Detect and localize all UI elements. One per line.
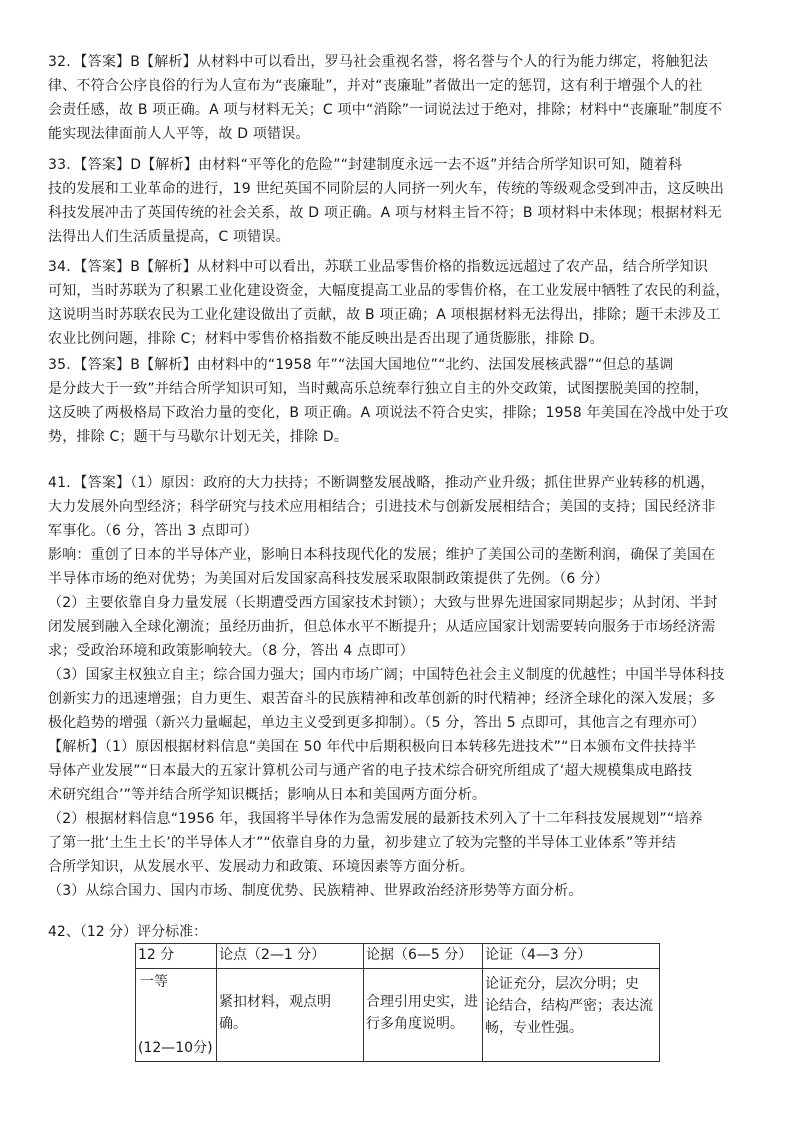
answer-33-line: 科技发展冲击了英国传统的社会关系，故 D 项正确。A 项与材料主旨不符；B 项材料中未体现；根据材料无 — [48, 205, 722, 221]
answer-34-line: 可知，当时苏联为了积累工业化建设资金，大幅度提高工业品的零售价格，在工业发展中牺牲了农民的利益， — [48, 283, 730, 299]
answer-41-line: （2）主要依靠自身力量发展（长期遭受西方国家技术封锁）；大致与世界先进国家同期起步；从封闭、半封 — [48, 595, 718, 611]
grading-table-row-first — [136, 969, 660, 1062]
answer-41-line: 大力发展外向型经济；科学研究与技术应用相结合；引进技术与创新发展相结合；美国的支持；国民经济非 — [48, 499, 716, 515]
answer-41-line: 影响：重创了日本的半导体产业，影响日本科技现代化的发展；维护了美国公司的垄断利润，确保了美国在 — [48, 547, 716, 563]
answer-33-line: 技的发展和工业革命的进行，19 世纪英国不同阶层的人同挤一列火车，传统的等级观念受到冲击，这反映出 — [48, 181, 725, 197]
answer-41-line: 极化趋势的增强（新兴力量崛起，单边主义受到更多抑制）。（5 分，答出 5 点即可，其他言之有理亦可） — [48, 715, 706, 731]
answer-41-line: 半导体市场的绝对优势；为美国对后发国家高科技发展采取限制政策提供了先例。（6 分） — [48, 571, 609, 587]
point-cell — [217, 969, 364, 1062]
rank-label: 一等 — [140, 974, 168, 990]
header-total: 12 分 — [136, 944, 217, 969]
answer-41-line: 了第一批‘土生土长’的半导体人才”“依靠自身的力量，初步建立了较为完整的半导体工业体系”等并结 — [48, 835, 677, 851]
answer-41-line: 【解析】（1）原因根据材料信息“美国在 50 年代中后期积极向日本转移先进技术”“日本颁布文件扶持半 — [48, 739, 697, 755]
header-evidence: 论据（6—5 分） — [364, 944, 483, 969]
answer-33 — [48, 153, 760, 249]
answer-41-line: 闭发展到融入全球化潮流；虽经历曲折，但总体水平不断提升；从适应国家计划需要转向服务于市场经济需 — [48, 619, 716, 635]
answer-32-line: 会责任感，故 B 项正确。A 项与材料无关；C 项中“消除”一词说法过于绝对，排除；材料中“丧廉耻”制度不 — [48, 102, 723, 118]
answer-33-line: 法得出人们生活质量提高，C 项错误。 — [48, 229, 290, 245]
answer-41 — [48, 471, 760, 903]
rank-cell — [136, 969, 217, 1062]
answer-41-line: （3）国家主权独立自主；综合国力强大；国内市场广阔；中国特色社会主义制度的优越性；中国半导体科技 — [48, 667, 725, 683]
rank-range: (12—10分) — [138, 1040, 213, 1056]
argument-text — [485, 969, 657, 1039]
answer-32 — [48, 50, 760, 146]
argument-cell — [483, 969, 660, 1062]
answer-32-line: 律、不符合公序良俗的行为人宣布为“丧廉耻”，并对“丧廉耻”者做出一定的惩罚，这有利于增强个人的社 — [48, 78, 703, 94]
answer-35-line: 35．【答案】B【解析】由材料中的“1958 年”“法国大国地位”“北约、法国发展核武器”“但总的基调 — [48, 357, 674, 373]
header-point: 论点（2—1 分） — [217, 944, 364, 969]
header-argument: 论证（4—3 分） — [483, 944, 660, 969]
answer-35-line: 势，排除 C；题干与马歇尔计划无关，排除 D。 — [48, 429, 349, 445]
point-line: 确。 — [219, 1016, 247, 1032]
evidence-text — [366, 969, 480, 1035]
point-text — [219, 969, 361, 1035]
answer-34-line: 这说明当时苏联农民为工业化建设做出了贡献，故 B 项正确；A 项根据材料无法得出，排除；题干未涉及工 — [48, 307, 721, 323]
argument-line: 论证充分，层次分明；史 — [485, 976, 639, 992]
answer-34 — [48, 255, 760, 351]
answer-32-line: 32．【答案】B【解析】从材料中可以看出，罗马社会重视名誉，将名誉与个人的行为能力绑定，将触犯法 — [48, 54, 709, 70]
evidence-line: 合理引用史实，进 — [366, 994, 478, 1010]
answer-41-line: 军事化。（6 分，答出 3 点即可） — [48, 523, 258, 539]
point-line: 紧扣材料，观点明 — [219, 994, 331, 1010]
answer-35-line: 这反映了两极格局下政治力量的变化，B 项正确。A 项说法不符合史实，排除；1958 年美国在冷战中处于攻 — [48, 405, 729, 421]
answer-41-line: 术研究组合’”等并结合所学知识概括；影响从日本和美国两方面分析。 — [48, 787, 487, 803]
argument-line: 畅，专业性强。 — [485, 1020, 583, 1036]
evidence-cell — [364, 969, 483, 1062]
evidence-line: 行多角度说明。 — [366, 1016, 464, 1032]
answer-34-line: 农业比例问题，排除 C；材料中零售价格指数不能反映出是否出现了通货膨胀，排除 D。 — [48, 331, 604, 347]
answer-33-line: 33．【答案】D【解析】由材料“平等化的危险”“封建制度永远一去不返”并结合所学知识可知，随着科 — [48, 157, 683, 173]
answer-41-line: （3）从综合国力、国内市场、制度优势、民族精神、世界政治经济形势等方面分析。 — [48, 883, 583, 899]
grading-table-header-row — [136, 944, 660, 969]
answer-41-line: 合所学知识，从发展水平、发展动力和政策、环境因素等方面分析。 — [48, 859, 474, 875]
answer-41-line: 创新实力的迅速增强；自力更生、艰苦奋斗的民族精神和改革创新的时代精神；经济全球化的深入发展；多 — [48, 691, 716, 707]
answer-41-line: 求；受政治环境和政策影响较大。（8 分，答出 4 点即可） — [48, 643, 414, 659]
argument-line: 论结合，结构严密；表达流 — [485, 998, 653, 1014]
q42-heading: 42、（12 分）评分标准： — [48, 924, 208, 940]
answer-35 — [48, 353, 760, 449]
answer-41-line: （2）根据材料信息“1956 年，我国将半导体作为急需发展的最新技术列入了十二年科技发展规划”“培养 — [48, 811, 703, 827]
answer-41-line: 导体产业发展”“日本最大的五家计算机公司与通产省的电子技术综合研究所组成了‘超大规模集成电路技 — [48, 763, 693, 779]
answer-41-line: 41．【答案】（1）原因：政府的大力扶持；不断调整发展战略，推动产业升级；抓住世界产业转移的机遇， — [48, 475, 715, 491]
answer-32-line: 能实现法律面前人人平等，故 D 项错误。 — [48, 126, 310, 142]
grading-table — [135, 943, 660, 1062]
answer-34-line: 34．【答案】B【解析】从材料中可以看出，苏联工业品零售价格的指数远远超过了农产品，结合所学知识 — [48, 259, 709, 275]
answer-35-line: 是分歧大于一致”并结合所学知识可知，当时戴高乐总统奉行独立自主的外交政策，试图摆脱美国的控制， — [48, 381, 709, 397]
